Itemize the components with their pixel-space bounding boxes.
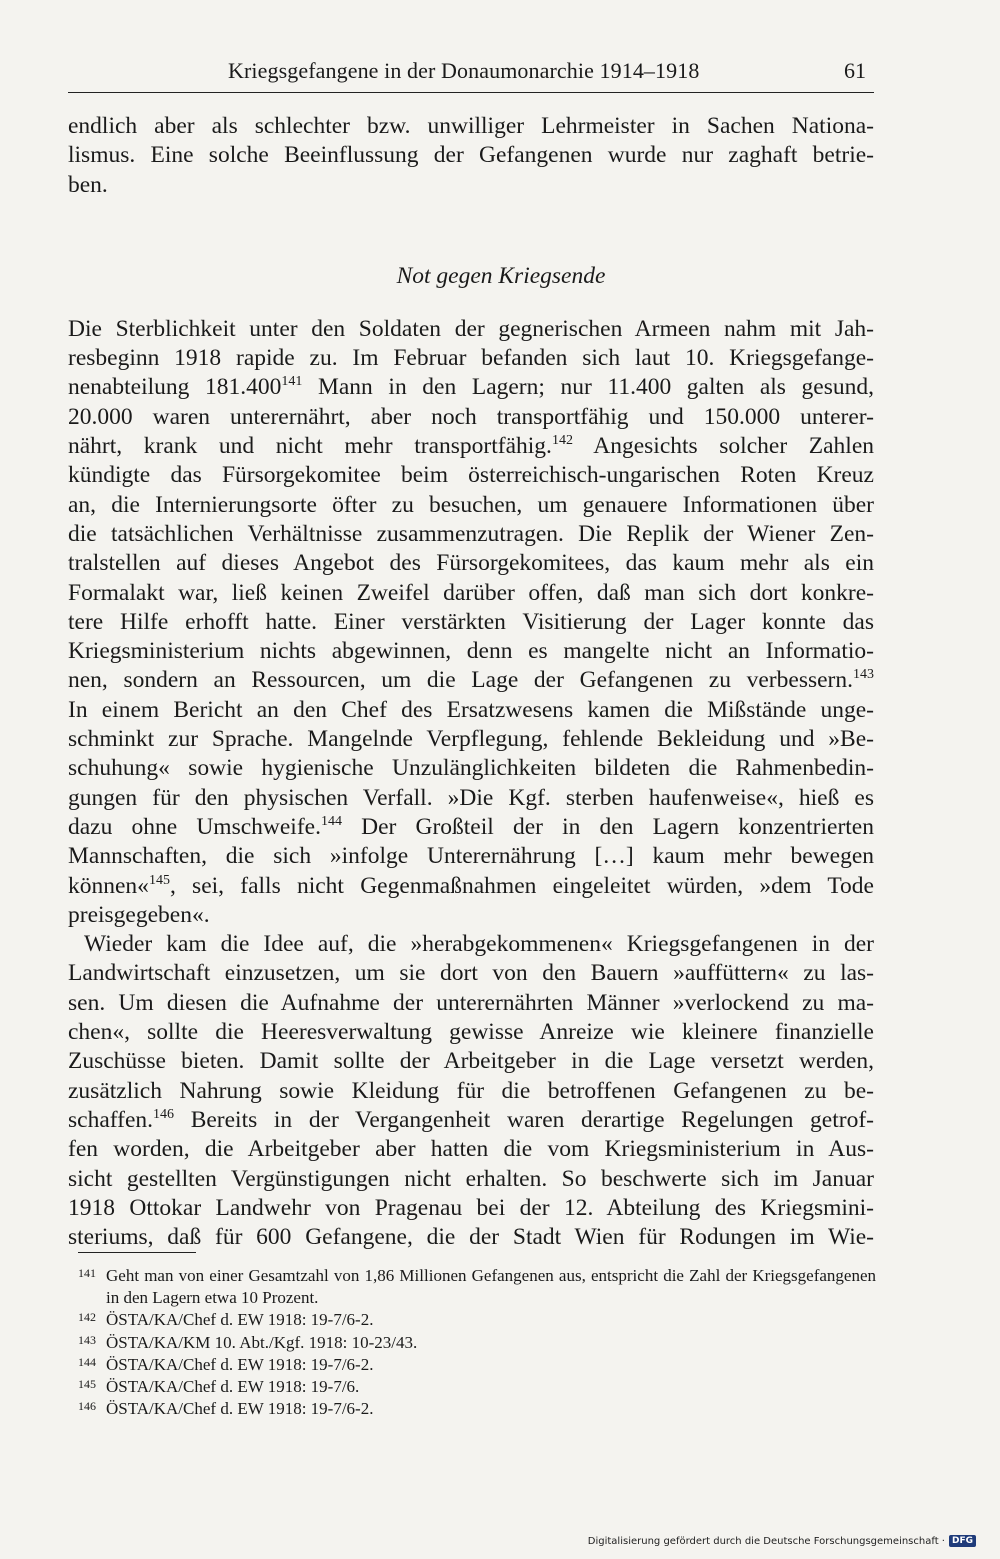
body-paragraphs <box>68 315 874 1253</box>
page-footer <box>588 1535 976 1547</box>
footnote-text: ÖSTA/KA/Chef d. EW 1918: 19-7/6-2. <box>106 1399 374 1419</box>
text-line: schminkt zur Sprache. Mangelnde Verpflegung, fehlende Bekleidung und »Be- <box>68 726 874 753</box>
text-line: nährt, krank und nicht mehr transportfähig.$^{142}$ Angesichts solcher Zahlen <box>68 433 874 460</box>
text-line: endlich aber als schlechter bzw. unwilliger Lehrmeister in Sachen Nationa- <box>68 113 874 139</box>
footnote-text: ÖSTA/KA/Chef d. EW 1918: 19-7/6-2. <box>106 1310 374 1330</box>
footnote-ref: 143 <box>853 667 874 683</box>
text-line: an, die Internierungsorte öfter zu besuchen, um genauere Informationen über <box>68 491 874 518</box>
text-line: nen, sondern an Ressourcen, um die Lage der Gefangenen zu verbessern.$^{143}$ <box>68 667 874 694</box>
text-line: preisgegeben«. <box>68 901 210 928</box>
footnote <box>78 1398 876 1420</box>
text-line: können«$^{145}$, sei, falls nicht Gegenmaßnahmen eingeleitet würden, »dem Tode <box>68 872 874 899</box>
text-line: fen worden, die Arbeitgeber aber hatten die vom Kriegsministerium in Aus- <box>68 1136 874 1163</box>
footnote-number: 141 <box>78 1266 96 1280</box>
footnote-number: 144 <box>78 1354 96 1369</box>
text-line: ben. <box>68 171 108 198</box>
page-header <box>68 52 874 93</box>
footnote <box>78 1376 876 1398</box>
footnote <box>78 1354 876 1376</box>
text-line: die tatsächlichen Verhältnisse zusammenzutragen. Die Replik der Wiener Zen- <box>68 520 874 547</box>
footnote <box>78 1309 876 1331</box>
footnote-text: Geht man von einer Gesamtzahl von 1,86 Millionen Gefangenen aus, entspricht die Zahl der Kriegsgefangenen in den Lagern etwa 10 Prozent. <box>106 1266 876 1308</box>
footnote <box>78 1332 876 1354</box>
footnote-text: ÖSTA/KA/KM 10. Abt./Kgf. 1918: 10-23/43. <box>106 1332 418 1352</box>
running-head: Kriegsgefangene in der Donaumonarchie 1914–1918 <box>228 58 700 83</box>
text-line: Kriegsministerium nichts abgewinnen, denn es mangelte nicht an Informatio- <box>68 638 874 665</box>
text-line: Mannschaften, die sich »infolge Unterernährung […] kaum mehr bewegen <box>68 843 874 870</box>
footnote-ref: 144 <box>320 813 342 829</box>
text-line: tralstellen auf dieses Angebot des Fürsorgekomitees, das kaum mehr als ein <box>68 550 874 577</box>
text-line: dazu ohne Umschweife.$^{144}$ Der Großteil der in den Lagern konzentrierten <box>68 813 874 840</box>
text-line: resbeginn 1918 rapide zu. Im Februar befanden sich laut 10. Kriegsgefange- <box>68 345 874 372</box>
text-line: zusätzlich Nahrung sowie Kleidung für die betroffenen Gefangenen zu be- <box>68 1077 874 1104</box>
footnote-number: 143 <box>78 1332 96 1347</box>
footnote-text: ÖSTA/KA/Chef d. EW 1918: 19-7/6. <box>106 1377 360 1397</box>
main-text <box>68 112 874 1252</box>
footnote-separator <box>78 1252 196 1253</box>
text-line: schuhung« sowie hygienische Unzulänglichkeiten bildeten die Rahmenbedin- <box>68 755 874 782</box>
footnote-ref: 146 <box>153 1106 175 1122</box>
dfg-logo: DFG <box>949 1535 976 1547</box>
footnote <box>78 1265 876 1309</box>
footnotes <box>78 1265 876 1420</box>
text-line: lismus. Eine solche Beeinflussung der Gefangenen wurde nur zaghaft betrie- <box>68 142 874 169</box>
text-line: kündigte das Fürsorgekomitee beim österreichisch-ungarischen Roten Kreuz <box>68 462 874 489</box>
footnote-number: 142 <box>78 1310 96 1325</box>
text-line: gungen für den physischen Verfall. »Die Kgf. sterben haufenweise«, hieß es <box>68 784 874 811</box>
text-line: Wieder kam die Idee auf, die »herabgekommenen« Kriegsgefangenen in der <box>84 931 874 958</box>
text-line: nenabteilung 181.400$^{141}$ Mann in den Lagern; nur 11.400 galten als gesund, <box>68 374 874 401</box>
footnote-number: 146 <box>78 1399 96 1414</box>
footnote-ref: 141 <box>281 374 303 390</box>
text-line: sen. Um diesen die Aufnahme der unterernährten Männer »verlockend zu ma- <box>68 989 874 1016</box>
text-line: tere Hilfe erhofft hatte. Einer verstärkten Visitierung der Lager konnte das <box>68 608 874 635</box>
footer-credit: Digitalisierung gefördert durch die Deutsche Forschungsgemeinschaft · <box>587 1535 945 1547</box>
text-line: Formalakt war, ließ keinen Zweifel darüber offen, daß man sich dort konkre- <box>68 579 874 606</box>
footnote-ref: 142 <box>551 433 573 449</box>
footnote-number: 145 <box>78 1377 96 1392</box>
section-heading: Not gegen Kriegsende <box>396 262 606 289</box>
text-line: chen«, sollte die Heeresverwaltung gewisse Anreize wie kleinere finanzielle <box>68 1019 874 1046</box>
text-line: In einem Bericht an den Chef des Ersatzwesens kamen die Mißstände unge- <box>68 696 874 723</box>
footnote-ref: 145 <box>148 872 170 888</box>
text-line: steriums, daß für 600 Gefangene, die der Stadt Wien für Rodungen im Wie- <box>68 1224 874 1251</box>
text-line: schaffen.$^{146}$ Bereits in der Vergangenheit waren derartige Regelungen getrof- <box>68 1106 874 1133</box>
page-number: 61 <box>844 58 866 83</box>
text-line: Die Sterblichkeit unter den Soldaten der gegnerischen Armeen nahm mit Jah- <box>68 315 874 342</box>
footnote-text: ÖSTA/KA/Chef d. EW 1918: 19-7/6-2. <box>106 1354 374 1374</box>
text-line: Zuschüsse bieten. Damit sollte der Arbeitgeber in die Lage versetzt werden, <box>68 1048 874 1075</box>
text-line: Landwirtschaft einzusetzen, um sie dort von den Bauern »auffüttern« zu las- <box>68 960 874 987</box>
text-line: sicht gestellten Vergünstigungen nicht erhalten. So beschwerte sich im Januar <box>68 1165 874 1192</box>
text-line: 20.000 waren unterernährt, aber noch transportfähig und 150.000 unterer- <box>68 403 874 430</box>
text-line: 1918 Ottokar Landwehr von Pragenau bei der 12. Abteilung des Kriegsmini- <box>68 1194 874 1221</box>
